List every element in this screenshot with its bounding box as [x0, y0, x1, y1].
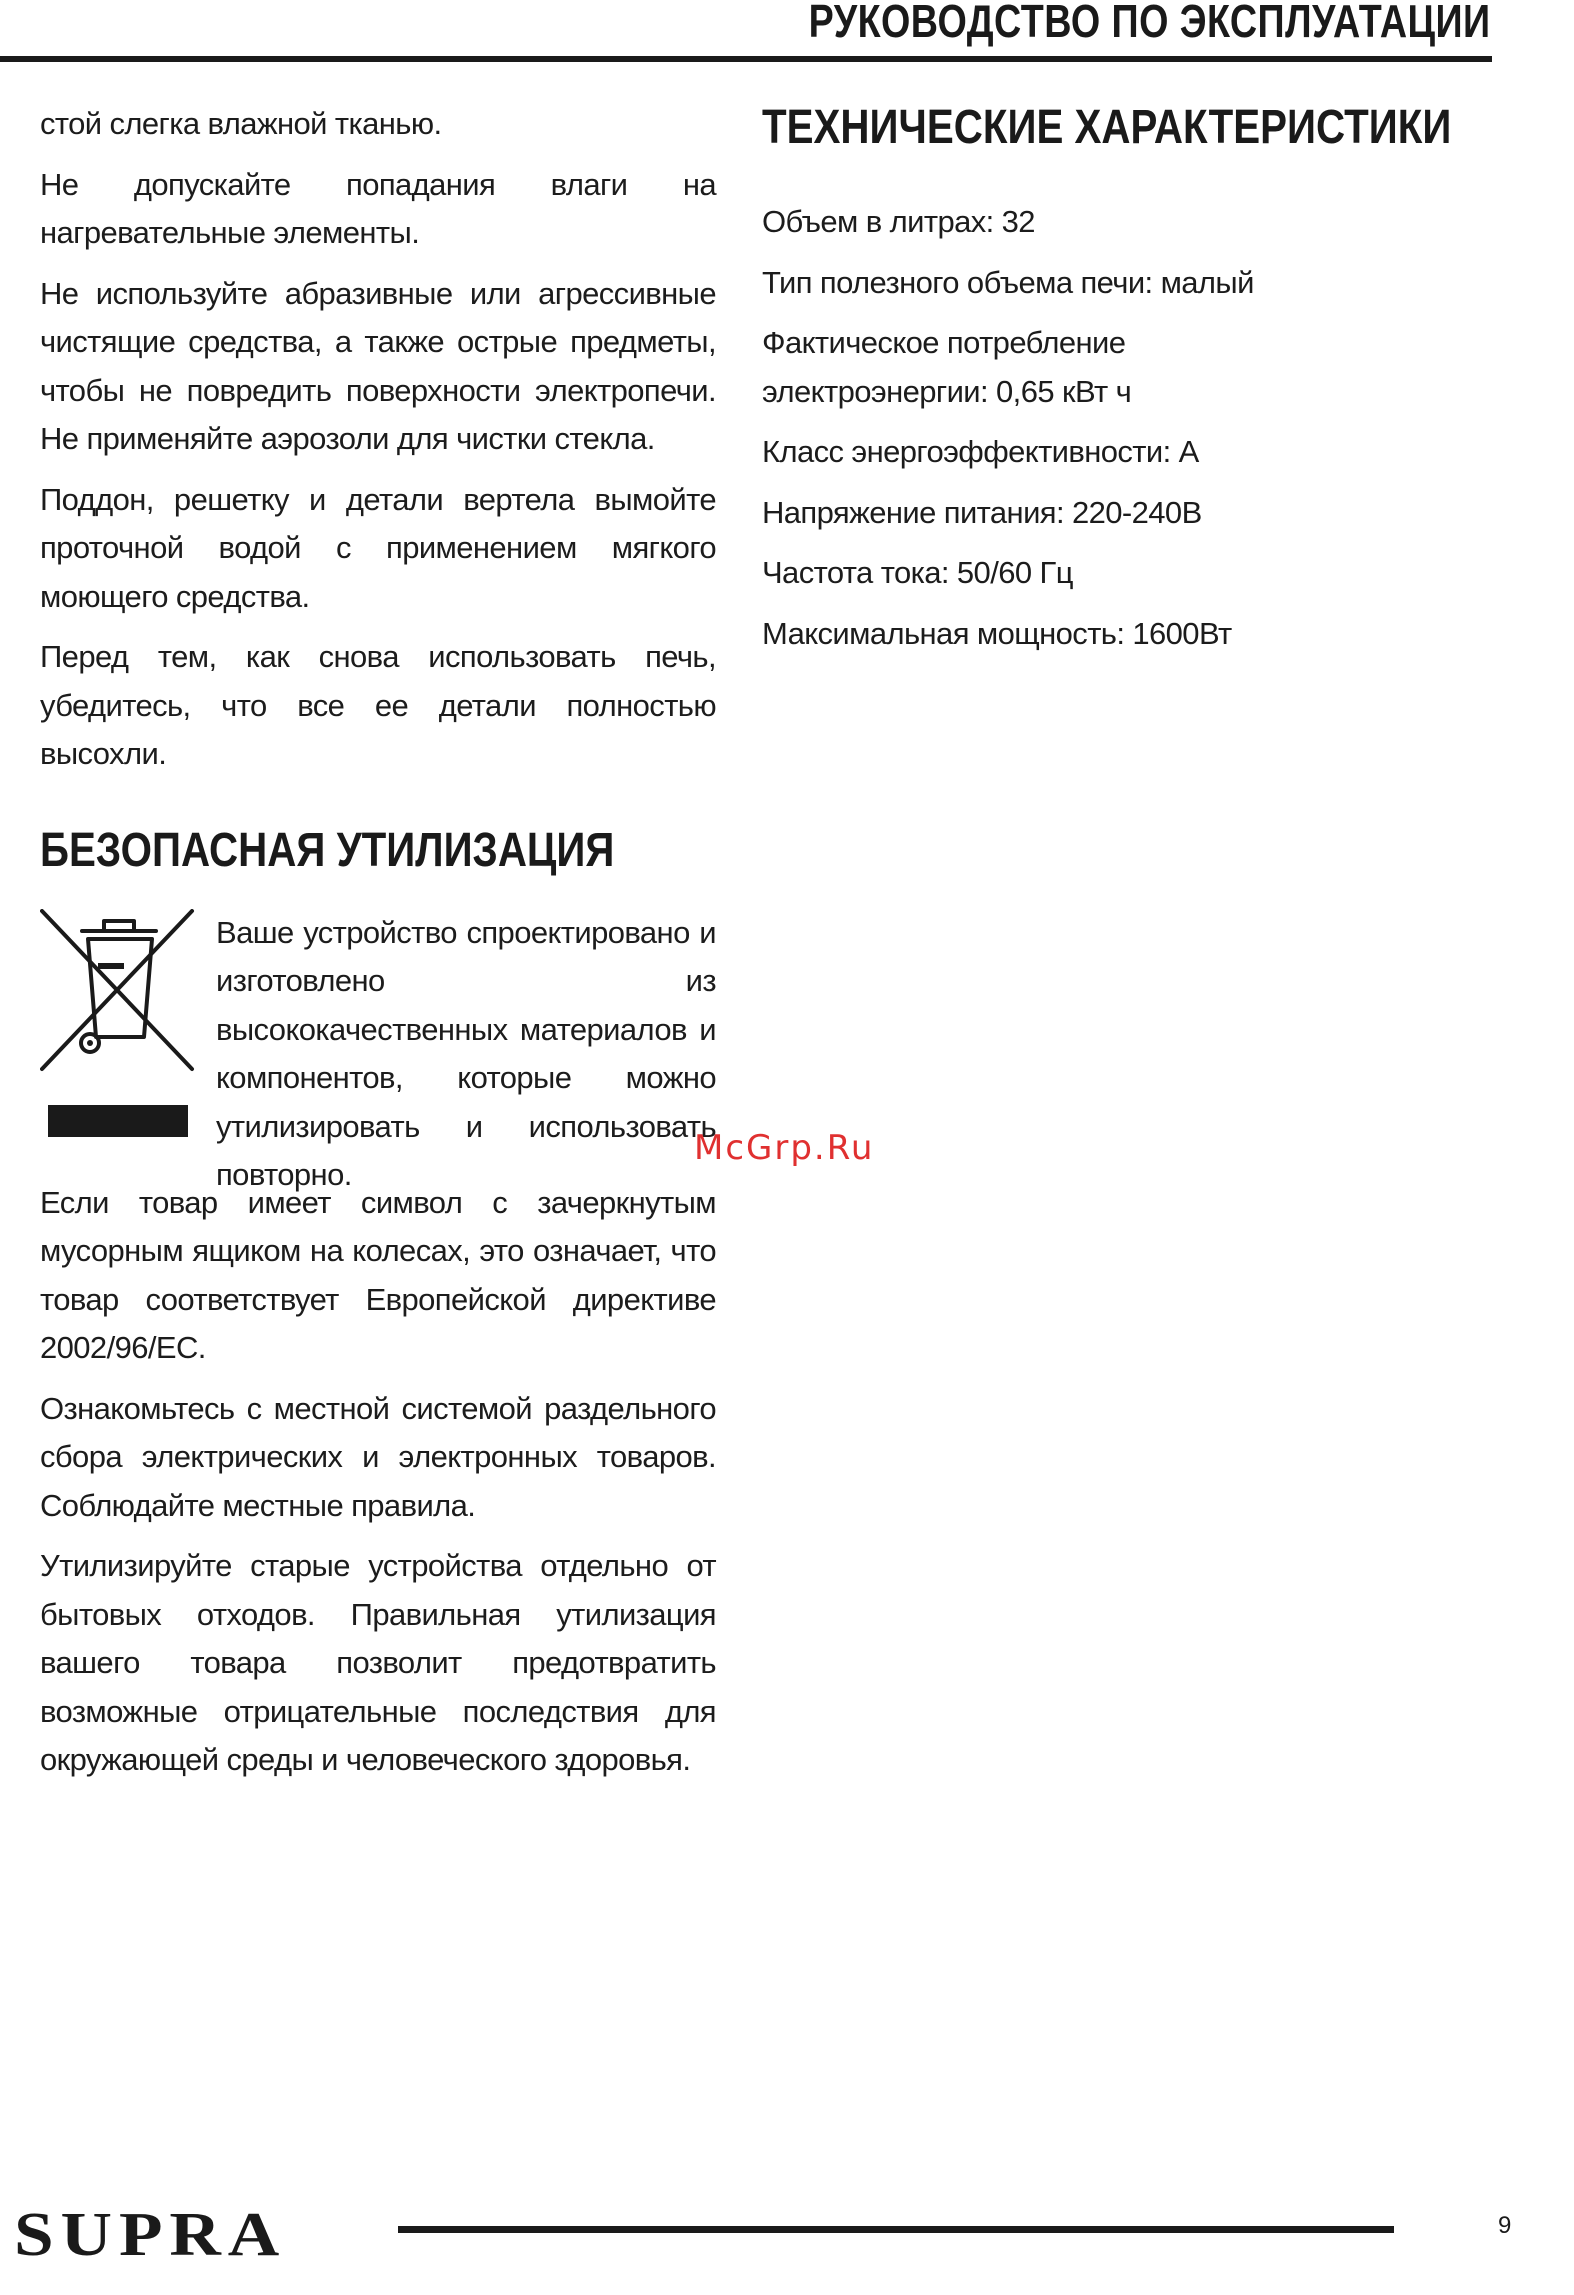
- disposal-heading: БЕЗОПАСНАЯ УТИЛИЗАЦИЯ: [40, 823, 615, 877]
- left-column: [40, 100, 716, 1797]
- spec-volume-type: Тип полезного объема печи: малый: [762, 264, 1254, 300]
- spec-frequency: Частота тока: 50/60 Гц: [762, 555, 1073, 590]
- header-rule: [0, 56, 1492, 62]
- disposal-paragraph-2: Ознакомьтесь с местной системой раздельного сбора электрических и электронных товаров. Соблюдайте местные правила.: [40, 1390, 716, 1523]
- spec-volume: Объем в литрах: 32: [762, 204, 1035, 239]
- cleaning-paragraph-4: Поддон, решетку и детали вертела вымойте проточной водой с применением мягкого моющего средства.: [40, 481, 716, 614]
- recycle-block: [40, 909, 716, 1192]
- recycle-description: Ваше устройство спроектировано и изготовлено из высококачественных материалов и компонентов, которые можно утилизировать и использовать повторно.: [216, 914, 716, 1192]
- spec-voltage: Напряжение питания: 220-240В: [762, 494, 1202, 530]
- spec-energy-class: Класс энергоэффективности: А: [762, 434, 1199, 469]
- spec-energy-consumption: Фактическое потребление электроэнергии: 0,65 кВт ч: [762, 325, 1132, 409]
- specs-heading: ТЕХНИЧЕСКИЕ ХАРАКТЕРИСТИКИ: [762, 101, 1452, 154]
- cleaning-paragraph-3: Не используйте абразивные или агрессивные чистящие средства, а также острые предметы, чтобы не повредить поверхности электропечи. Не применяйте аэрозоли для чистки стекла.: [40, 275, 716, 456]
- page-header-title: РУКОВОДСТВО ПО ЭКСПЛУАТАЦИИ: [808, 0, 1490, 47]
- page-number: 9: [1498, 2212, 1512, 2239]
- disposal-paragraph-3: Утилизируйте старые устройства отдельно от бытовых отходов. Правильная утилизация вашего товара позволит предотвратить возможные отрицательные последствия для окружающей среды и человеческого здоровья.: [40, 1548, 716, 1777]
- right-column: [762, 100, 1462, 670]
- disposal-paragraph-1: Если товар имеет символ с зачеркнутым мусорным ящиком на колесах, это означает, что товар соответствует Европейской директиве 2002/96/ЕС.: [40, 1184, 716, 1365]
- supra-logo: SUPRA: [14, 2201, 287, 2269]
- crossed-bin-icon: [40, 909, 196, 1141]
- cleaning-paragraph-1: стой слегка влажной тканью.: [40, 106, 442, 141]
- watermark: McGrp.Ru: [694, 1128, 875, 1168]
- spec-max-power: Максимальная мощность: 1600Вт: [762, 615, 1232, 651]
- cleaning-paragraph-5: Перед тем, как снова использовать печь, убедитесь, что все ее детали полностью высохли.: [40, 639, 716, 771]
- footer-rule: [398, 2226, 1394, 2233]
- cleaning-paragraph-2: Не допускайте попадания влаги на нагревательные элементы.: [40, 166, 716, 250]
